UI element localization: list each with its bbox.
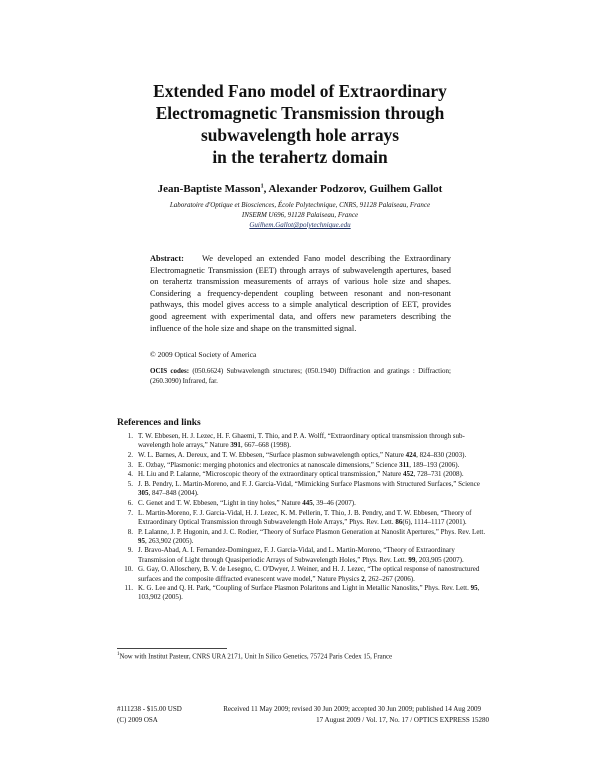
reference-number: 9. — [127, 546, 133, 555]
ocis-label: OCIS codes: — [150, 367, 190, 375]
reference-pages: , 667–668 (1998). — [240, 441, 291, 450]
abstract — [150, 253, 451, 334]
references-heading: References and links — [117, 418, 201, 428]
author-list — [100, 183, 500, 195]
reference-number: 11. — [124, 584, 133, 593]
reference-volume: 311 — [399, 460, 410, 469]
affiliation-line: Laboratoire d'Optique et Biosciences, École Polytechnique, CNRS, 91128 Palaiseau, France — [169, 201, 431, 209]
ocis-text: (050.6624) Subwavelength structures; (050.1940) Diffraction and gratings : Diffraction; (260.3090) Infrared, far. — [150, 367, 452, 385]
reference-item — [117, 480, 489, 498]
affiliation — [100, 200, 500, 230]
reference-number: 6. — [127, 498, 133, 507]
reference-number: 4. — [127, 470, 133, 479]
reference-item — [117, 565, 489, 583]
reference-volume: 445 — [302, 498, 313, 507]
reference-item — [117, 432, 489, 450]
footnote-divider — [117, 648, 227, 649]
reference-volume: 95 — [470, 584, 478, 593]
reference-volume: 391 — [230, 441, 241, 450]
copyright-osa: (C) 2009 OSA — [117, 716, 158, 724]
title-line: Electromagnetic Transmission through — [155, 103, 445, 123]
reference-item — [117, 546, 489, 564]
reference-item — [117, 584, 489, 602]
reference-number: 3. — [127, 460, 133, 469]
abstract-text: We developed an extended Fano model describing the Extraordinary Electromagnetic Transmission (EET) through arrays of subwavelength apertures, based on terahertz transmission measurements of arrays of various hole size and shapes. Considering a frequency-dependent coupling between resonant and non-resonant pathways, this model gives access to a simple analytical description of EET, provides good agreement with experimental data, and offers new parameters describing the influence of the hole size and shape on the transmitted signal. — [150, 254, 451, 333]
journal-info-line — [117, 716, 489, 724]
reference-pages: , 103,902 (2005). — [138, 584, 480, 602]
reference-text: T. W. Ebbesen, H. J. Lezec, H. F. Ghaemi, T. Thio, and P. A. Wolff, “Extraordinary optical transmission through sub-wavelength hole arrays,” Nature — [138, 432, 465, 450]
reference-pages: , 262–267 (2006). — [364, 574, 415, 583]
reference-pages: , 203,905 (2007). — [415, 555, 464, 564]
reference-volume: 424 — [405, 450, 417, 459]
reference-volume: 95 — [138, 536, 145, 545]
reference-volume: 2 — [361, 574, 365, 583]
reference-volume: 305 — [138, 489, 149, 498]
reference-item — [117, 470, 489, 479]
reference-text: C. Genet and T. W. Ebbesen, “Light in tiny holes,” Nature — [138, 498, 303, 507]
title-line: in the terahertz domain — [212, 147, 388, 167]
reference-item — [117, 528, 489, 546]
reference-text: J. Bravo-Abad, A. I. Fernandez-Dominguez, F. J. Garcia-Vidal, and L. Martin-Moreno, “Theory of Extraordinary Transmission of Light through Quasiperiodic Arrays of Subwavelength Holes,” Phys. Rev. Lett. — [138, 546, 455, 564]
abstract-label: Abstract: — [150, 254, 184, 263]
publication-history: Received 11 May 2009; revised 30 Jun 2009; accepted 30 Jun 2009; published 14 Aug 2009 — [223, 705, 481, 713]
copyright-notice: © 2009 Optical Society of America — [150, 350, 257, 359]
reference-number: 8. — [127, 527, 133, 536]
footnote-mark: 1 — [117, 652, 120, 657]
reference-text: E. Ozbay, “Plasmonic: merging photonics and electronics at nanoscale dimensions,” Science — [138, 460, 400, 469]
ocis-codes — [150, 366, 451, 386]
reference-pages: , 728–731 (2008). — [413, 470, 464, 479]
reference-text: J. B. Pendry, L. Martin-Moreno, and F. J. Garcia-Vidal, “Mimicking Surface Plasmons with Structured Surfaces,” Science — [138, 480, 480, 489]
reference-text: P. Lalanne, J. P. Hugonin, and J. C. Rodier, “Theory of Surface Plasmon Generation at Nanoslit Apertures,” Phys. Rev. Lett. — [138, 527, 486, 536]
email-link[interactable]: Guilhem.Gallot@polytechnique.edu — [249, 221, 351, 229]
reference-pages: (6), 1114–1117 (2001). — [402, 517, 467, 526]
title-line: subwavelength hole arrays — [200, 125, 400, 145]
reference-number: 5. — [127, 480, 133, 489]
reference-item — [117, 451, 489, 460]
reference-text: W. L. Barnes, A. Dereux, and T. W. Ebbesen, “Surface plasmon subwavelength optics,” Nature — [138, 450, 406, 459]
reference-pages: , 39–46 (2007). — [312, 498, 356, 507]
footnote-text: Now with Institut Pasteur, CNRS URA 2171, Unit In Silico Genetics, 75724 Paris Cedex 15, France — [119, 653, 393, 661]
affiliation-line: INSERM U696, 91128 Palaiseau, France — [241, 211, 359, 219]
reference-number: 2. — [127, 450, 133, 459]
reference-number: 1. — [127, 432, 133, 440]
reference-number: 7. — [127, 508, 133, 517]
reference-volume: 452 — [402, 470, 414, 479]
footnote — [117, 652, 392, 660]
reference-list — [117, 432, 489, 603]
reference-item — [117, 509, 489, 527]
reference-text: L. Martin-Moreno, F. J. Garcia-Vidal, H. J. Lezec, K. M. Pellerin, T. Thio, J. B. Pendry, and T. W. Ebbesen, “Theory of Extraordinary Optical Transmission through Subwavelength Hole Arrays,” Phys. Rev. Lett. — [138, 508, 472, 526]
title-line: Extended Fano model of Extraordinary — [153, 81, 447, 101]
reference-pages: , 263,902 (2005). — [145, 536, 194, 545]
reference-pages: , 847–848 (2004). — [148, 489, 199, 498]
reference-pages: , 189–193 (2006). — [409, 460, 460, 469]
footnote-mark: 1 — [260, 183, 264, 190]
reference-item — [117, 499, 489, 508]
reference-text: K. G. Lee and Q. H. Park, “Coupling of Surface Plasmon Polaritons and Light in Metallic Nanoslits,” Phys. Rev. Lett. — [138, 584, 471, 593]
reference-text: H. Liu and P. Lalanne, “Microscopic theory of the extraordinary optical transmission,” Nature — [138, 470, 403, 479]
paper-title — [100, 80, 500, 168]
journal-citation: 17 August 2009 / Vol. 17, No. 17 / OPTICS EXPRESS 15280 — [316, 716, 489, 724]
reference-text: G. Gay, O. Alloschery, B. V. de Lesegno, C. O'Dwyer, J. Weiner, and H. J. Lezec, “The optical response of nanostructured surfaces and the composite diffracted evanescent wave model,” Nature Physics — [138, 565, 480, 583]
reference-number: 10. — [124, 565, 133, 574]
reference-volume: 99 — [408, 555, 416, 564]
article-price: #111238 - $15.00 USD — [117, 705, 182, 713]
author-name: Jean-Baptiste Masson — [157, 183, 261, 195]
author-names-rest: , Alexander Podzorov, Guilhem Gallot — [263, 183, 443, 195]
reference-pages: , 824–830 (2003). — [416, 450, 467, 459]
reference-volume: 86 — [395, 517, 403, 526]
publication-info-line — [117, 705, 489, 713]
reference-item — [117, 461, 489, 470]
